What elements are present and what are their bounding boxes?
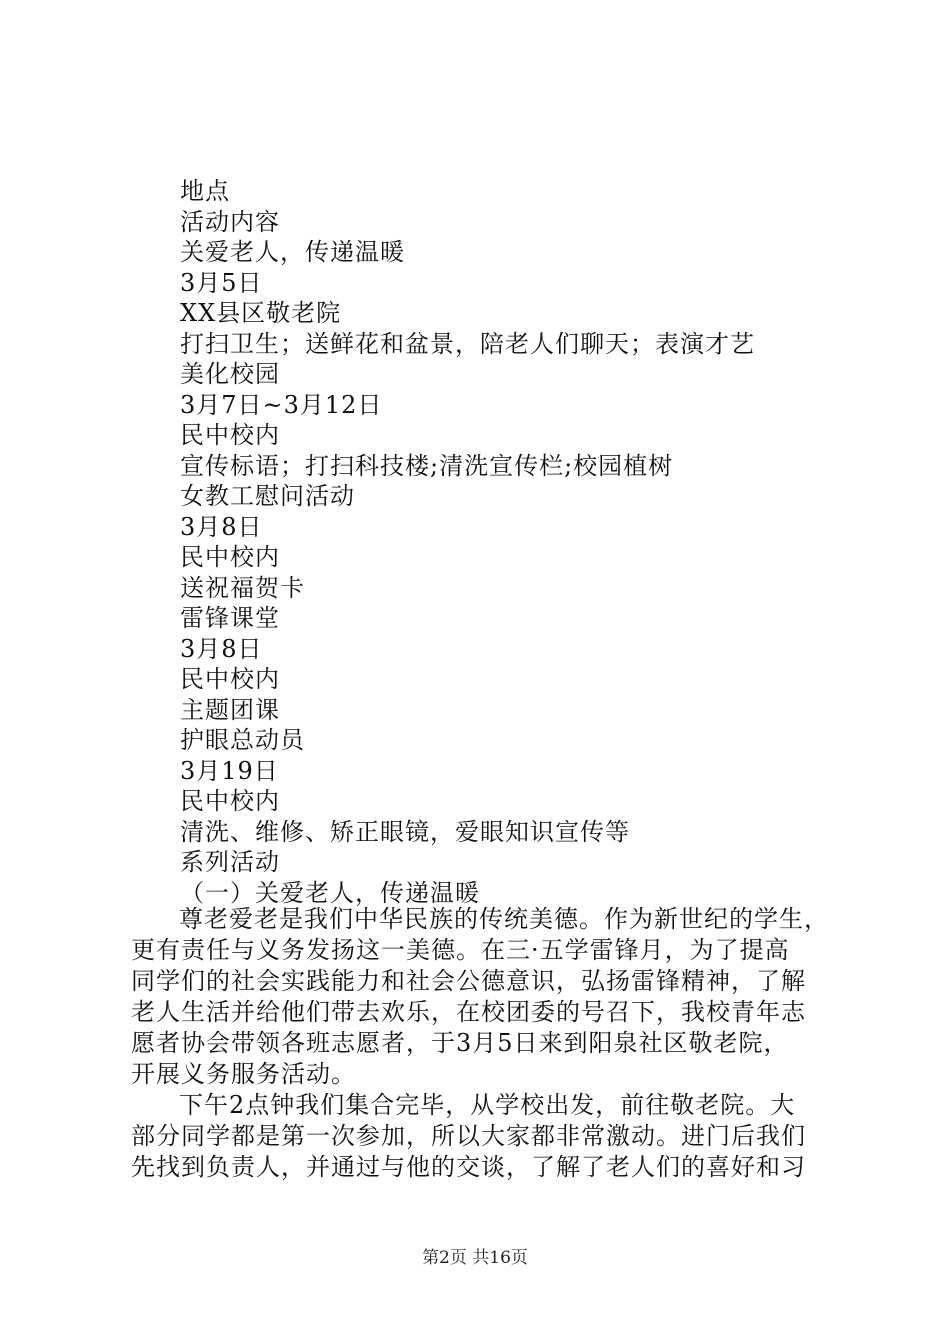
text-line: 护眼总动员 (180, 726, 305, 754)
text-line: 3月8日 (180, 512, 263, 541)
text-line: 民中校内 (180, 421, 280, 449)
paragraph-line: 同学们的社会实践能力和社会公德意识，弘扬雷锋精神，了解 (131, 967, 806, 995)
paragraph-line: 下午2点钟我们集合完毕，从学校出发，前往敬老院。大 (179, 1091, 796, 1119)
text-line: 3月8日 (180, 634, 263, 663)
text-line: 3月5日 (180, 268, 263, 297)
text-line: 民中校内 (180, 543, 280, 571)
text-line: 民中校内 (180, 787, 280, 815)
body-paragraphs (131, 904, 831, 1183)
paragraph-line: 更有责任与义务发扬这一美德。在三·五学雷锋月，为了提高 (131, 936, 790, 964)
page-footer: 第2页 共16页 (422, 1248, 528, 1268)
paragraph-line: 老人生活并给他们带去欢乐，在校团委的号召下，我校青年志 (131, 998, 806, 1026)
paragraph-line: 开展义务服务活动。 (131, 1060, 356, 1088)
text-line: 宣传标语；打扫科技楼;清洗宣传栏;校园植树 (180, 451, 674, 480)
paragraph-line: 尊老爱老是我们中华民族的传统美德。作为新世纪的学生， (179, 905, 829, 933)
paragraph-line: 部分同学都是第一次参加，所以大家都非常激动。进门后我们 (131, 1122, 806, 1150)
text-line: 女教工慰问活动 (180, 482, 355, 510)
text-line: 活动内容 (180, 207, 280, 236)
text-line: 清洗、维修、矫正眼镜，爱眼知识宣传等 (180, 817, 630, 846)
text-line: XX县区敬老院 (180, 299, 342, 327)
text-line: 打扫卫生；送鲜花和盆景，陪老人们聊天；表演才艺 (180, 329, 755, 358)
text-line: 3月7日~3月12日 (180, 390, 383, 419)
text-line: 主题团课 (180, 695, 280, 724)
text-line: 关爱老人，传递温暖 (180, 238, 405, 266)
text-line: 地点 (180, 177, 230, 205)
activity-table-text (180, 176, 860, 908)
text-line: 美化校园 (180, 360, 280, 388)
section-heading: （一）关爱老人，传递温暖 (180, 878, 480, 907)
paragraph-line: 愿者协会带领各班志愿者，于3月5日来到阳泉社区敬老院， (131, 1029, 789, 1057)
text-line: 3月19日 (180, 756, 279, 785)
text-line: 雷锋课堂 (180, 604, 280, 632)
paragraph-line: 先找到负责人，并通过与他的交谈，了解了老人们的喜好和习 (131, 1153, 806, 1181)
text-line: 民中校内 (180, 665, 280, 693)
text-line: 送祝福贺卡 (180, 573, 305, 602)
text-line: 系列活动 (180, 848, 280, 876)
